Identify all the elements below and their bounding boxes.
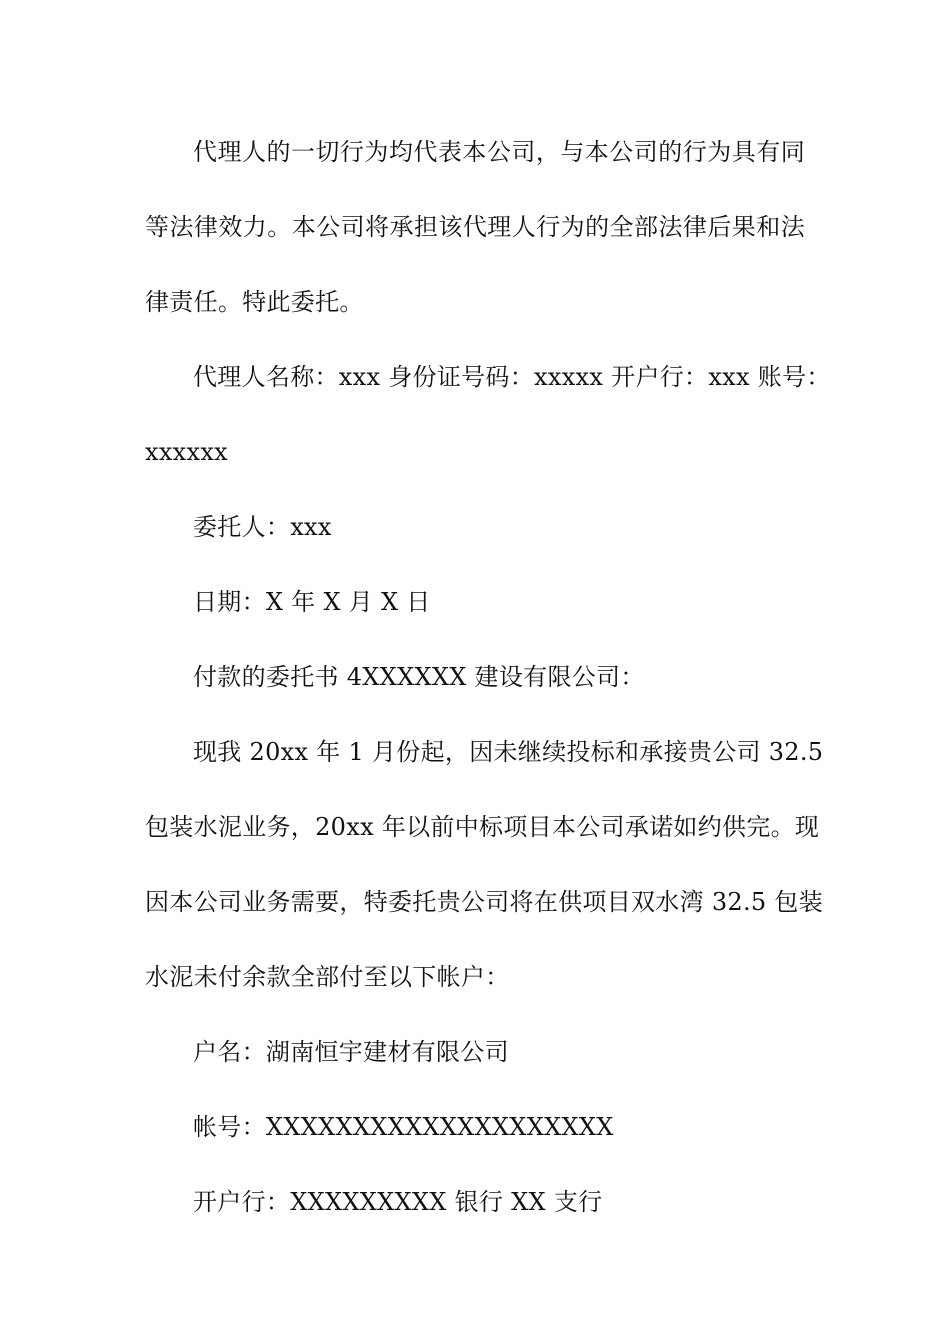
letter-heading-line: 付款的委托书 4XXXXXX 建设有限公司： [193,663,645,691]
paragraph-line: 水泥未付余款全部付至以下帐户： [145,963,510,991]
paragraph-line: 包装水泥业务，20xx 年以前中标项目本公司承诺如约供完。现 [145,813,820,841]
paragraph-line: 等法律效力。本公司将承担该代理人行为的全部法律后果和法 [145,213,805,241]
agent-account-line: xxxxxx [145,438,229,466]
account-name-line: 户名：湖南恒宇建材有限公司 [193,1038,509,1066]
agent-info-line: 代理人名称：xxx 身份证号码：xxxxx 开户行：xxx 账号： [193,363,831,391]
paragraph-line: 现我 20xx 年 1 月份起，因未继续投标和承接贵公司 32.5 [193,738,824,766]
paragraph-line: 因本公司业务需要，特委托贵公司将在供项目双水湾 32.5 包装 [145,888,823,916]
bank-line: 开户行：XXXXXXXXX 银行 XX 支行 [193,1188,603,1216]
principal-line: 委托人：xxx [193,513,332,541]
paragraph-line: 律责任。特此委托。 [145,288,364,316]
account-number-line: 帐号：XXXXXXXXXXXXXXXXXXXX [193,1113,614,1141]
date-line: 日期：X 年 X 月 X 日 [193,588,431,616]
paragraph-line: 代理人的一切行为均代表本公司，与本公司的行为具有同 [193,138,805,166]
